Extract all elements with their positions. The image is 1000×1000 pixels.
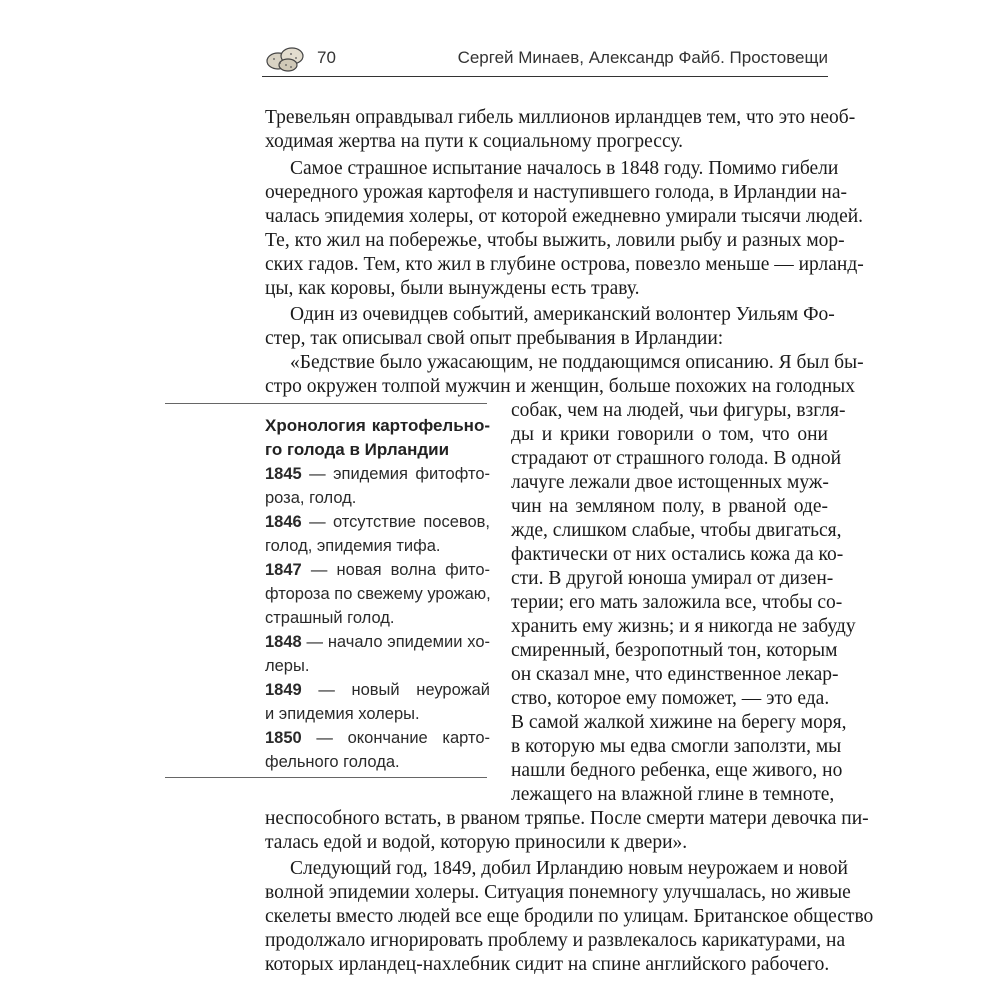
timeline-year: 1848 (265, 633, 302, 651)
timeline-entry: 1850 — окончание карто- (265, 729, 490, 747)
timeline-entry: 1848 — начало эпидемии хо- (265, 633, 490, 651)
sidebar-bottom-rule (165, 777, 487, 778)
timeline-year: 1849 (265, 681, 302, 699)
timeline-entry-cont: и эпидемия холеры. (265, 705, 420, 723)
timeline-entry: 1849 — новый неурожай (265, 681, 490, 699)
timeline-year: 1846 (265, 513, 302, 531)
text-line: Тревельян оправдывал гибель миллионов ирландцев тем, что это необ- (265, 107, 856, 128)
text-line: «Бедствие было ужасающим, не поддающимся описанию. Я был бы- (290, 352, 864, 373)
text-line: Один из очевидцев событий, американский волонтер Уильям Фо- (290, 304, 835, 325)
text-line: ство, которое ему поможет, — это еда. (511, 688, 830, 709)
timeline-year: 1847 (265, 561, 302, 579)
text-line: ды и крики говорили о том, что они (511, 424, 828, 445)
text-line: лежащего на влажной глине в темноте, (511, 784, 835, 805)
text-line: волной эпидемии холеры. Ситуация понемногу улучшалась, но живые (265, 882, 851, 903)
text-line: чалась эпидемия холеры, от которой ежедневно умирали тысячи людей. (265, 206, 864, 227)
timeline-entry: 1845 — эпидемия фитофто- (265, 465, 490, 483)
text-line: продолжало игнорировать проблему и развлекалось карикатурами, на (265, 930, 846, 951)
text-line: Те, кто жил на побережье, чтобы выжить, ловили рыбу и разных мор- (265, 230, 845, 251)
timeline-year: 1850 (265, 729, 302, 747)
text-line: в которую мы едва смогли заползти, мы (511, 736, 842, 757)
text-line: терии; его мать заложила все, чтобы со- (511, 592, 843, 613)
timeline-entry-cont: голод, эпидемия тифа. (265, 537, 441, 555)
potatoes-icon (264, 43, 306, 73)
text-line: стер, так описывал свой опыт пребывания в Ирландии: (265, 328, 724, 349)
timeline-entry: 1846 — отсутствие посевов, (265, 513, 490, 531)
text-line: стро окружен толпой мужчин и женщин, больше похожих на голодных (265, 376, 855, 397)
text-line: Следующий год, 1849, добил Ирландию новым неурожаем и новой (290, 858, 848, 879)
text-line: лачуге лежали двое истощенных муж- (511, 472, 829, 493)
timeline-entry-cont: роза, голод. (265, 489, 357, 507)
text-line: собак, чем на людей, чьи фигуры, взгля- (511, 400, 846, 421)
sidebar-title: го голода в Ирландии (265, 440, 450, 459)
text-line: ходимая жертва на пути к социальному прогрессу. (265, 131, 684, 152)
timeline-entry: 1847 — новая волна фито- (265, 561, 490, 579)
page-header (262, 40, 828, 77)
text-line: смиренный, безропотный тон, которым (511, 640, 838, 661)
text-line: цы, как коровы, были вынуждены есть траву. (265, 278, 640, 299)
text-line: страдают от страшного голода. В одной (511, 448, 842, 469)
text-line: ских гадов. Тем, кто жил в глубине острова, повезло меньше — ирланд- (265, 254, 864, 275)
text-line: скелеты вместо людей все еще бродили по улицам. Британское общество (265, 906, 874, 927)
text-line: талась едой и водой, которую приносили к двери». (265, 832, 688, 853)
text-line: фактически от них остались кожа да ко- (511, 544, 844, 565)
sidebar-title: Хронология картофельно- (265, 416, 490, 435)
text-line: В самой жалкой хижине на берегу моря, (511, 712, 847, 733)
page-number: 70 (317, 48, 336, 67)
sidebar-top-rule (165, 403, 487, 404)
running-title: Сергей Минаев, Александр Файб. Простовещи (457, 48, 828, 67)
text-line: чин на земляном полу, в рваной оде- (511, 496, 828, 517)
text-line: очередного урожая картофеля и наступившего голода, в Ирландии на- (265, 182, 847, 203)
timeline-entry-cont: фельного голода. (265, 753, 400, 771)
timeline-entry-cont: фтороза по свежему урожаю, (265, 585, 491, 603)
timeline-entry-cont: страшный голод. (265, 609, 395, 627)
timeline-entry-cont: леры. (265, 657, 310, 675)
timeline-year: 1845 (265, 465, 302, 483)
text-line: неспособного встать, в рваном тряпье. После смерти матери девочка пи- (265, 808, 869, 829)
text-line: сти. В другой юноша умирал от дизен- (511, 568, 834, 589)
text-line: которых ирландец-нахлебник сидит на спине английского рабочего. (265, 954, 830, 975)
text-line: хранить ему жизнь; и я никогда не забуду (511, 616, 856, 637)
text-line: нашли бедного ребенка, еще живого, но (511, 760, 843, 781)
text-line: жде, слишком слабые, чтобы двигаться, (511, 520, 842, 541)
text-line: Самое страшное испытание началось в 1848 году. Помимо гибели (290, 158, 839, 179)
text-line: он сказал мне, что единственное лекар- (511, 664, 839, 685)
